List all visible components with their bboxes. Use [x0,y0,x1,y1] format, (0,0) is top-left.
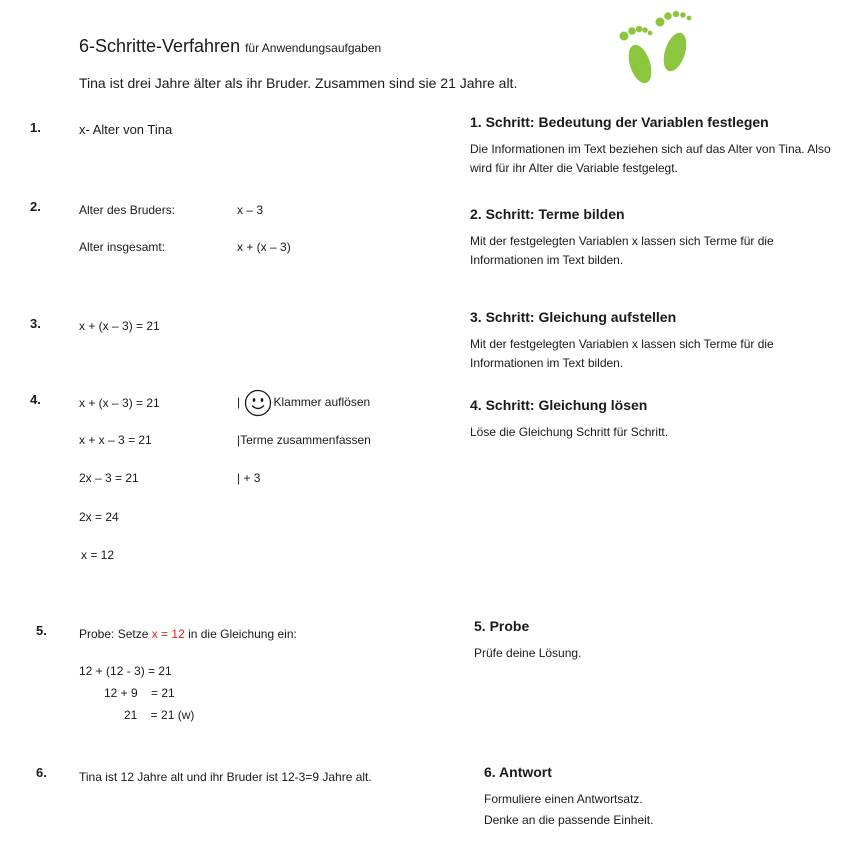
solve-line-4: 2x = 24 [79,510,119,524]
step-heading-3: 3. Schritt: Gleichung aufstellen [470,309,677,325]
solve-op-2: |Terme zusammenfassen [237,433,371,447]
term-label-brother: Alter des Bruders: [79,203,176,217]
step-heading-5: 5. Probe [474,618,530,634]
smiley-icon [244,389,272,417]
step-heading-2: 2. Schritt: Terme bilden [470,206,625,222]
probe-line-1: 12 + (12 - 3) = 21 [79,664,172,678]
task-text: Tina ist drei Jahre älter als ihr Bruder. Zusammen sind sie 21 Jahre alt. [79,75,518,91]
term-total: x + (x – 3) [237,240,291,254]
step-heading-4: 4. Schritt: Gleichung lösen [470,397,648,413]
step-description-5: Prüfe deine Lösung. [474,646,582,660]
term-brother: x – 3 [237,203,264,217]
page-title [79,36,381,57]
solve-op-1-bar: | [237,395,241,410]
title-main: 6-Schritte-Verfahren [79,36,241,56]
solve-line-1: x + (x – 3) = 21 [79,396,160,410]
equation: x + (x – 3) = 21 [79,319,160,333]
probe-prefix: Probe: Setze [79,627,152,641]
solve-op-1-text: Klammer auflösen [273,395,371,410]
step-number-6: 6. [36,765,47,780]
step-number-1: 1. [30,120,41,135]
step-number-3: 3. [30,316,41,331]
title-sub: für Anwendungsaufgaben [245,41,382,55]
step-description-6b: Denke an die passende Einheit. [484,813,654,827]
probe-line-2: 12 + 9 = 21 [104,686,175,700]
term-label-total: Alter insgesamt: [79,240,166,254]
solve-line-2: x + x – 3 = 21 [79,433,152,447]
step-number-2: 2. [30,199,41,214]
step-description-6a: Formuliere einen Antwortsatz. [484,792,643,806]
footprints-icon [612,2,704,94]
step-heading-6: 6. Antwort [484,764,552,780]
solve-op-1 [237,389,370,417]
probe-line-3: 21 = 21 (w) [124,708,195,722]
step-number-4: 4. [30,392,41,407]
variable-definition: x- Alter von Tina [79,122,173,137]
solve-line-5: x = 12 [81,548,115,562]
step-heading-1: 1. Schritt: Bedeutung der Variablen festlegen [470,114,769,130]
probe-value: x = 12 [151,627,185,641]
step-description-4: Löse die Gleichung Schritt für Schritt. [470,425,669,439]
step-number-5: 5. [36,623,47,638]
answer-sentence: Tina ist 12 Jahre alt und ihr Bruder ist 12-3=9 Jahre alt. [79,770,372,784]
probe-instruction [79,627,297,641]
step-description-2: Mit der festgelegten Variablen x lassen sich Terme für die Informationen im Text bilden. [470,234,774,267]
solve-op-3: | + 3 [237,471,261,485]
step-description-3: Mit der festgelegten Variablen x lassen sich Terme für die Informationen im Text bilden. [470,337,774,370]
probe-suffix: in die Gleichung ein: [184,627,297,641]
step-description-1: Die Informationen im Text beziehen sich auf das Alter von Tina. Also wird für ihr Alter die Variable festgelegt. [470,142,831,175]
solve-line-3: 2x – 3 = 21 [79,471,139,485]
